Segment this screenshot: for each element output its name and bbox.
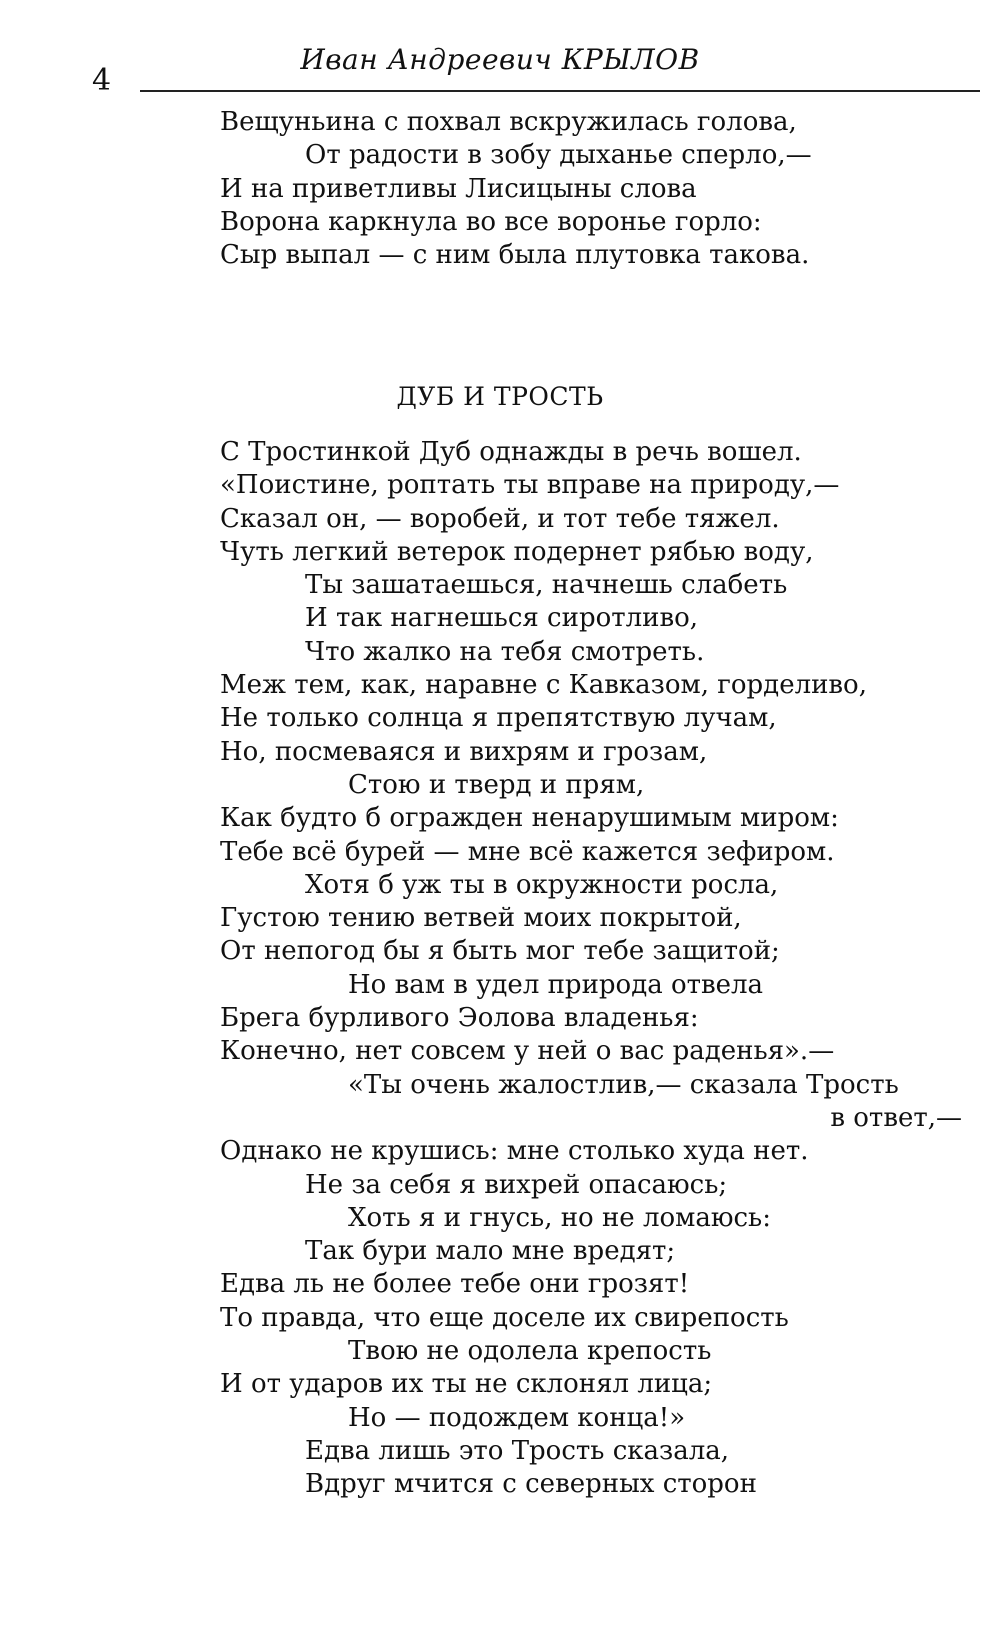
- verse-line: Твою не одолела крепость: [348, 1336, 712, 1367]
- verse-line: Однако не крушись: мне столько худа нет.: [220, 1136, 809, 1167]
- verse-line: Едва ль не более тебе они грозят!: [220, 1269, 690, 1300]
- verse-line: И от ударов их ты не склонял лица;: [220, 1369, 713, 1400]
- page-number: 4: [92, 63, 112, 98]
- verse-line: Ворона каркнула во все воронье горло:: [220, 206, 762, 237]
- verse-line: Ты зашатаешься, начнешь слабеть: [305, 570, 788, 601]
- verse-line: Брега бурливого Эолова владенья:: [220, 1003, 699, 1034]
- verse-line: Меж тем, как, наравне с Кавказом, горделиво,: [220, 670, 867, 701]
- previous-poem-ending: [0, 106, 1000, 272]
- verse-line: И так нагнешься сиротливо,: [305, 603, 699, 634]
- verse-line: Но вам в удел природа отвела: [348, 969, 764, 1000]
- verse-line: «Ты очень жалостлив,— сказала Трость: [348, 1069, 899, 1100]
- verse-line: Хотя б уж ты в окружности росла,: [305, 869, 779, 900]
- running-head-author: Иван Андреевич КРЫЛОВ: [300, 43, 700, 76]
- header-rule: [140, 90, 980, 92]
- verse-line: Сказал он, — воробей, и тот тебе тяжел.: [220, 503, 780, 534]
- verse-line: Хоть я и гнусь, но не ломаюсь:: [348, 1202, 771, 1233]
- verse-line: Но — подождем конца!»: [348, 1402, 686, 1433]
- verse-line: Не за себя я вихрей опасаюсь;: [305, 1169, 728, 1200]
- verse-line: От радости в зобу дыханье сперло,—: [305, 140, 812, 171]
- verse-line: Вдруг мчится с северных сторон: [305, 1469, 757, 1500]
- verse-line: Как будто б огражден ненарушимым миром:: [220, 803, 839, 834]
- verse-line: С Тростинкой Дуб однажды в речь вошел.: [220, 437, 802, 467]
- verse-line: Но, посмеваяся и вихрям и грозам,: [220, 736, 708, 767]
- poem-body: [0, 436, 1000, 1502]
- verse-line: Так бури мало мне вредят;: [305, 1236, 676, 1267]
- verse-line: Стою и тверд и прям,: [348, 769, 645, 800]
- verse-line: То правда, что еще доселе их свирепость: [220, 1302, 789, 1333]
- verse-line: Едва лишь это Трость сказала,: [305, 1435, 729, 1466]
- verse-line: Не только солнца я препятствую лучам,: [220, 703, 777, 734]
- verse-line: Что жалко на тебя смотреть.: [305, 636, 705, 667]
- verse-line: Сыр выпал — с ним была плутовка такова.: [220, 240, 810, 271]
- verse-line: Вещуньина с похвал вскружилась голова,: [220, 107, 797, 137]
- verse-line: Конечно, нет совсем у ней о вас раденья».—: [220, 1036, 835, 1067]
- verse-line: И на приветливы Лисицыны слова: [220, 173, 697, 204]
- verse-line: «Поистине, роптать ты вправе на природу,—: [220, 470, 840, 501]
- verse-line: От непогод бы я быть мог тебе защитой;: [220, 936, 780, 967]
- verse-line: Чуть легкий ветерок подернет рябью воду,: [220, 536, 814, 567]
- verse-line: Тебе всё бурей — мне всё кажется зефиром.: [220, 836, 835, 867]
- verse-line: в ответ,—: [830, 1102, 962, 1133]
- verse-line: Густою тению ветвей моих покрытой,: [220, 903, 742, 934]
- poem-title: ДУБ И ТРОСТЬ: [396, 382, 604, 411]
